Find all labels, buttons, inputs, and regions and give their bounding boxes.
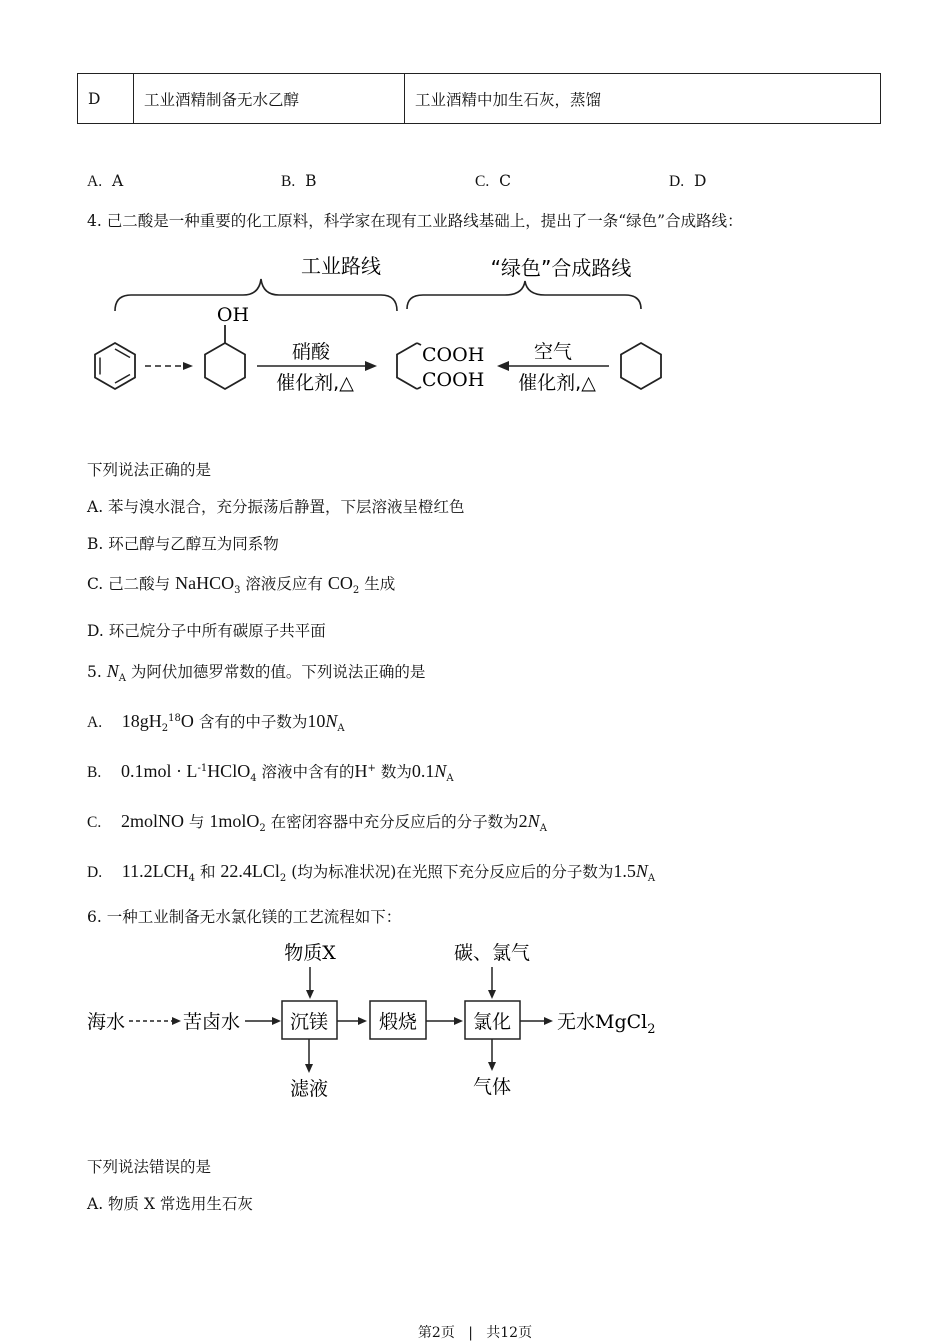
table-cell-purpose: 工业酒精制备无水乙醇 xyxy=(134,74,405,124)
label-cooh-2: COOH xyxy=(422,369,485,391)
label-green-route: “绿色”合成路线 xyxy=(490,256,632,280)
cyclohexane-structure xyxy=(621,343,661,389)
q4-option-a: A. 苯与溴水混合，充分振荡后静置，下层溶液呈橙红色 xyxy=(87,498,465,516)
label-material-x: 物质X xyxy=(284,942,336,964)
table-cell-letter: D xyxy=(78,74,134,124)
q4-question: 下列说法正确的是 xyxy=(87,461,212,479)
table-cell-method: 工业酒精中加生石灰，蒸馏 xyxy=(405,74,881,124)
q4-stem: 4. 己二酸是一种重要的化工原料，科学家在现有工业路线基础上，提出了一条“绿色”合成路线： xyxy=(87,212,743,230)
total-pages: 共12页 xyxy=(486,1325,533,1341)
q4-option-d: D. 环己烷分子中所有碳原子共平面 xyxy=(87,622,326,640)
label-catalyst-1: 催化剂,△ xyxy=(276,372,354,394)
label-cooh-1: COOH xyxy=(422,344,485,366)
footer-separator: | xyxy=(468,1325,473,1341)
label-industrial-route: 工业路线 xyxy=(301,254,381,278)
label-air: 空气 xyxy=(533,341,573,363)
page-number: 第2页 xyxy=(417,1325,455,1341)
label-calcine: 煅烧 xyxy=(378,1011,418,1033)
q3-option-d: D. D xyxy=(669,172,707,190)
q6-stem: 6. 一种工业制备无水氯化镁的工艺流程如下： xyxy=(87,908,402,926)
synthesis-route-diagram xyxy=(85,245,685,405)
label-nitric-acid: 硝酸 xyxy=(291,341,331,363)
label-carbon-chlorine: 碳、氯气 xyxy=(453,942,531,964)
q5-option-d: D. $11.2LCH_4$ 和 22.4LCl$_2$ (均为标准状况)在光照下充分反应后的分子数为$1.5N_A$ xyxy=(87,861,656,885)
label-seawater: 海水 xyxy=(87,1011,126,1033)
label-precipitate: 沉镁 xyxy=(289,1011,329,1033)
q6-question: 下列说法错误的是 xyxy=(87,1158,212,1176)
brace-green xyxy=(407,281,641,309)
process-flow-diagram xyxy=(85,935,685,1105)
q5-option-b: B. $0.1mol \cdot L^{-1}HClO_4$ 溶液中含有的H+ 数为$0.1N_A$ xyxy=(87,761,454,785)
q5-option-a: A. $18gH_2^{18}O$ 含有的中子数为$10N_A$ xyxy=(87,711,345,735)
q3-option-b: B. B xyxy=(281,172,317,190)
label-gas: 气体 xyxy=(472,1076,512,1098)
q5-stem: 5. $N_A$ 为阿伏加德罗常数的值。下列说法正确的是 xyxy=(87,661,426,685)
page-footer xyxy=(0,1322,950,1342)
q4-option-b: B. 环己醇与乙醇互为同系物 xyxy=(87,535,279,553)
brace-industrial xyxy=(115,279,397,311)
benzene-structure xyxy=(95,343,135,389)
adipic-acid-structure xyxy=(397,343,484,391)
q5-option-c: C. 2molNO 与 1molO$_2$ 在密闭容器中充分反应后的分子数为$2N_A$ xyxy=(87,811,547,835)
label-oh: OH xyxy=(216,304,250,326)
cyclohexanol-structure xyxy=(205,304,249,389)
answer-table xyxy=(77,73,881,124)
q3-option-a: A. A xyxy=(87,172,124,190)
q6-option-a: A. 物质 X 常选用生石灰 xyxy=(87,1195,253,1213)
label-catalyst-2: 催化剂,△ xyxy=(518,372,596,394)
label-brine: 苦卤水 xyxy=(183,1011,241,1033)
label-chlorinate: 氯化 xyxy=(472,1011,512,1033)
table-row xyxy=(78,74,881,124)
q4-option-c: C. 己二酸与 NaHCO$_3$ 溶液反应有 $CO_2$ 生成 xyxy=(87,573,396,597)
q3-option-c: C. C xyxy=(475,172,511,190)
label-product: 无水MgCl$_2$ xyxy=(557,1011,656,1037)
label-filtrate: 滤液 xyxy=(289,1078,329,1100)
